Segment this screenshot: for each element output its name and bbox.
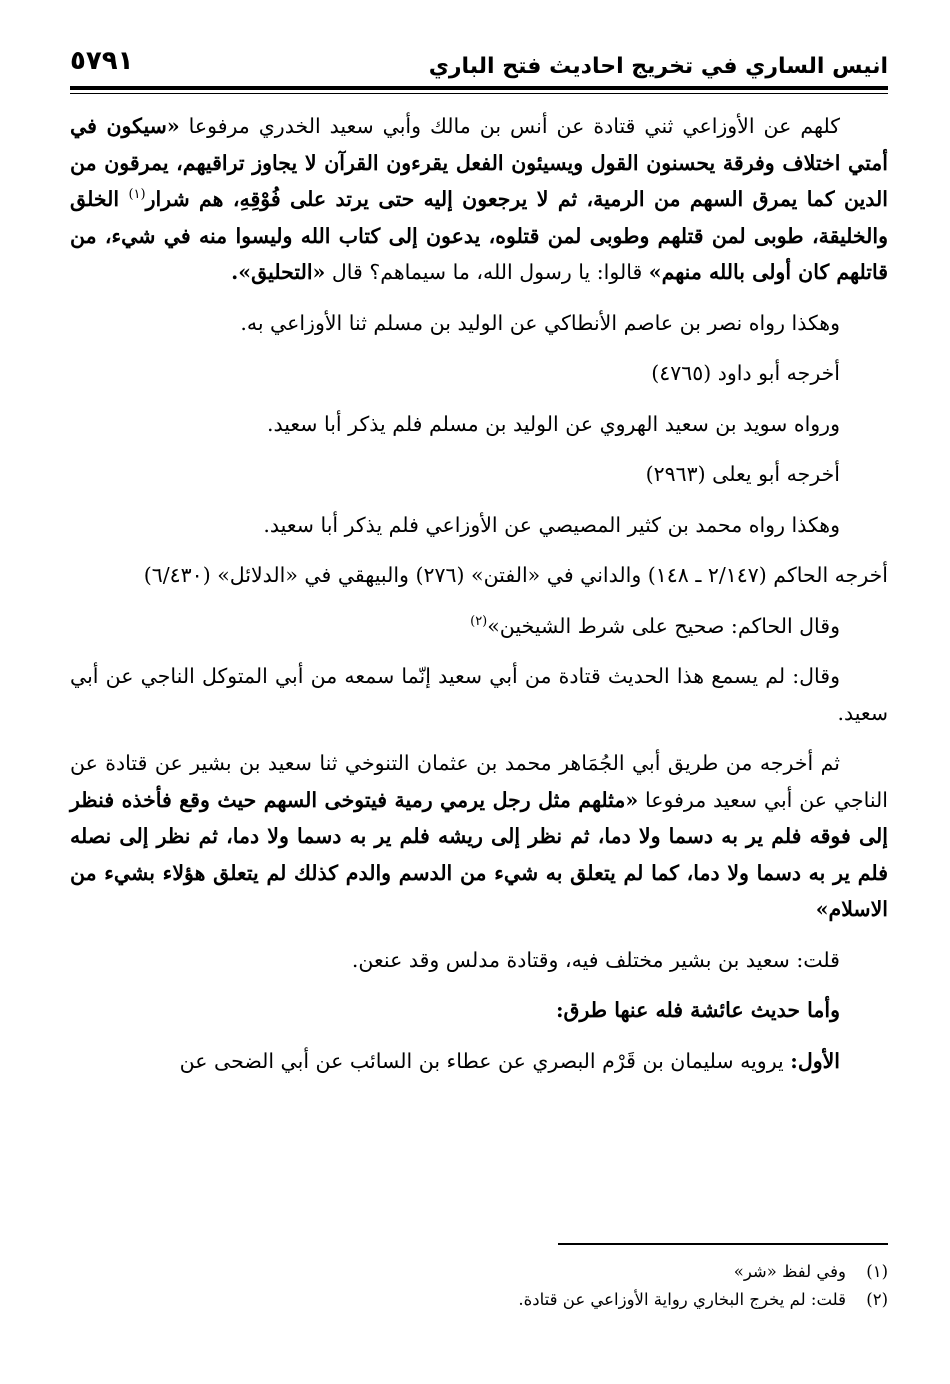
paragraph-9: وقال: لم يسمع هذا الحديث قتادة من أبي سعيد إنّما سمعه من أبي المتوكل الناجي عن أبي سعيد. — [70, 664, 888, 725]
paragraph-1-intro: كلهم عن الأوزاعي ثني قتادة عن أنس بن مالك وأبي سعيد الخدري مرفوعا — [179, 114, 841, 138]
hadith-answer: «التحليق». — [231, 260, 326, 284]
paragraph-13-text: يرويه سليمان بن قَرْم البصري عن عطاء بن السائب عن أبي الضحى عن — [179, 1048, 791, 1073]
paragraph-13-label: الأول: — [790, 1048, 840, 1073]
paragraph-8-text: وقال الحاكم: صحيح على شرط الشيخين» — [487, 613, 840, 638]
footnote-1 — [70, 1258, 888, 1286]
page-number: ٥٧٩١ — [70, 46, 134, 76]
footnote-text: وفي لفظ «شر» — [733, 1262, 846, 1281]
paragraph-10-intro: ثم أخرجه من طريق أبي الجُمَاهر محمد بن عثمان التنوخي ثنا سعيد بن بشير عن قتادة عن الناجي عن أبي سعيد مرفوعا — [70, 751, 888, 812]
paragraph-8 — [70, 608, 888, 645]
paragraph-5: أخرجه أبو يعلى (٢٩٦٣) — [645, 462, 840, 486]
paragraph-1-question: قالوا: يا رسول الله، ما سيماهم؟ قال — [325, 260, 649, 284]
main-text — [70, 108, 888, 1093]
section-heading: وأما حديث عائشة فله عنها طرق: — [555, 998, 840, 1022]
footnote-number: (٢) — [866, 1290, 888, 1309]
hadith-quote-2: «مثلهم مثل رجل يرمي رمية فيتوخى السهم حيث وقع فأخذه فنظر إلى فوقه فلم ير به دسما ولا دما، ثم نظر إلى ريشه فلم ير به دسما ولا دما، ثم نظر إلى نصله فلم ير به دسما ولا دما، كما لم يتعلق به شيء من الدسم والدم كذلك لم يتعلق هؤلاء بشيء من الاسلام» — [70, 787, 888, 921]
running-title: انيس الساري في تخريج احاديث فتح الباري — [428, 54, 888, 79]
paragraph-10 — [70, 745, 888, 928]
hadith-quote-1: «سيكون في أمتي اختلاف وفرقة يحسنون القول ويسيئون الفعل يقرءون القرآن لا يجاوز تراقيهم، يمرقون من الدين كما يمرق السهم من الرمية، ثم لا يرجعون إليه حتى يرتد على فُوْقِهِ، هم شرار — [70, 114, 888, 211]
footnote-number: (١) — [866, 1262, 888, 1281]
page-header — [70, 42, 888, 84]
hadith-quote-1-cont: الخلق والخليقة، طوبى لمن قتلهم وطوبى لمن قتلوه، يدعون إلى كتاب الله وليسوا منه في شيء، من قاتلهم كان أولى بالله منهم» — [70, 187, 888, 284]
footnote-2 — [70, 1286, 888, 1314]
paragraph-13 — [70, 1043, 888, 1080]
footnote-ref-1: (١) — [128, 187, 146, 203]
paragraph-6: وهكذا رواه محمد بن كثير المصيصي عن الأوزاعي فلم يذكر أبا سعيد. — [263, 512, 840, 537]
paragraph-2: وهكذا رواه نصر بن عاصم الأنطاكي عن الوليد بن مسلم ثنا الأوزاعي به. — [240, 310, 840, 335]
paragraph-3: أخرجه أبو داود (٤٧٦٥) — [651, 361, 840, 385]
footnotes — [70, 1258, 888, 1314]
paragraph-4: ورواه سويد بن سعيد الهروي عن الوليد بن مسلم فلم يذكر أبا سعيد. — [266, 411, 840, 436]
paragraph-1 — [70, 108, 888, 291]
header-rule — [70, 86, 888, 90]
footnote-separator — [558, 1243, 888, 1245]
footnote-text: قلت: لم يخرج البخاري رواية الأوزاعي عن قتادة. — [518, 1290, 846, 1309]
footnote-ref-2: (٢) — [470, 613, 488, 629]
paragraph-7: أخرجه الحاكم (٢/١٤٧ ـ ١٤٨) والداني في «الفتن» (٢٧٦) والبيهقي في «الدلائل» (٦/٤٣٠) — [143, 563, 888, 587]
header-rule-thin — [70, 93, 888, 94]
paragraph-11: قلت: سعيد بن بشير مختلف فيه، وقتادة مدلس وقد عنعن. — [351, 947, 840, 972]
